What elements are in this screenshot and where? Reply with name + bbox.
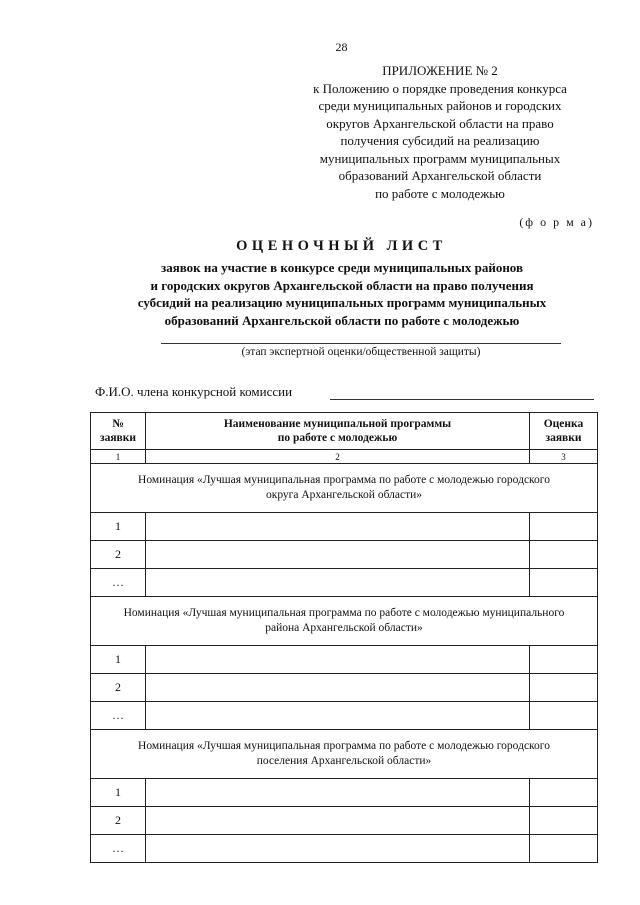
table-row [91, 807, 598, 835]
column-number: 3 [530, 450, 598, 464]
header-line: Наименование муниципальной программы [223, 418, 452, 430]
nomination-line: района Архангельской области» [265, 622, 423, 634]
score-cell[interactable] [530, 541, 598, 569]
nomination-row [91, 464, 598, 513]
application-number: … [91, 702, 146, 730]
score-cell[interactable] [530, 779, 598, 807]
header-line: № [112, 418, 124, 430]
program-name-cell[interactable] [146, 646, 530, 674]
evaluation-table [90, 412, 598, 863]
application-number: … [91, 835, 146, 863]
application-number: … [91, 569, 146, 597]
score-cell[interactable] [530, 674, 598, 702]
stage-fill-line[interactable] [161, 343, 561, 344]
appendix-line: округов Архангельской области на право [326, 115, 554, 131]
program-name-cell[interactable] [146, 702, 530, 730]
header-line: Оценка [543, 418, 584, 430]
nomination-line: Номинация «Лучшая муниципальная программа по работе с молодежью городского [138, 473, 550, 486]
application-number: 1 [91, 513, 146, 541]
table-row [91, 835, 598, 863]
subtitle-line: образований Архангельской области по работе с молодежью [164, 312, 520, 328]
table-row [91, 646, 598, 674]
program-name-cell[interactable] [146, 779, 530, 807]
program-name-cell[interactable] [146, 569, 530, 597]
score-cell[interactable] [530, 513, 598, 541]
subtitle-line: и городских округов Архангельской области на право получения [150, 277, 534, 293]
program-name-cell[interactable] [146, 541, 530, 569]
header-score [530, 413, 598, 450]
stage-caption: (этап экспертной оценки/общественной защиты) [241, 346, 481, 358]
table-row [91, 674, 598, 702]
program-name-cell[interactable] [146, 807, 530, 835]
table-row [91, 779, 598, 807]
nomination-row [91, 730, 598, 779]
appendix-line: муниципальных программ муниципальных [319, 150, 561, 166]
appendix-line: к Положению о порядке проведения конкурса [313, 80, 567, 96]
header-line: заявки [99, 432, 137, 444]
program-name-cell[interactable] [146, 513, 530, 541]
program-name-cell[interactable] [146, 674, 530, 702]
appendix-line: образований Архангельской области [338, 168, 542, 183]
member-label: Ф.И.О. члена конкурсной комиссии [95, 384, 293, 399]
table-row [91, 569, 598, 597]
score-cell[interactable] [530, 702, 598, 730]
table-row [91, 513, 598, 541]
nomination-line: поселения Архангельской области» [256, 755, 432, 767]
score-cell[interactable] [530, 646, 598, 674]
appendix-line: среди муниципальных районов и городских [318, 98, 562, 113]
document-title: ОЦЕНОЧНЫЙ ЛИСТ [236, 238, 447, 254]
column-number: 1 [91, 450, 146, 464]
score-cell[interactable] [530, 807, 598, 835]
appendix-header [285, 62, 595, 202]
table-row [91, 702, 598, 730]
column-number: 2 [146, 450, 530, 464]
subtitle-line: субсидий на реализацию муниципальных программ муниципальных [137, 295, 547, 310]
column-number-row [91, 450, 598, 464]
appendix-line: ПРИЛОЖЕНИЕ № 2 [382, 63, 498, 78]
header-program-name [146, 413, 530, 450]
table-row [91, 541, 598, 569]
header-line: заявки [545, 432, 582, 444]
header-application-number [91, 413, 146, 450]
nomination-row [91, 597, 598, 646]
program-name-cell[interactable] [146, 835, 530, 863]
nomination-line: Номинация «Лучшая муниципальная программа по работе с молодежью муниципального [123, 606, 565, 619]
application-number: 2 [91, 807, 146, 835]
nomination-title [91, 597, 598, 646]
nomination-title [91, 464, 598, 513]
application-number: 2 [91, 541, 146, 569]
nomination-title [91, 730, 598, 779]
nomination-line: Номинация «Лучшая муниципальная программа по работе с молодежью городского [138, 739, 550, 752]
score-cell[interactable] [530, 835, 598, 863]
table-header-row [91, 413, 598, 450]
nomination-line: округа Архангельской области» [265, 489, 423, 501]
appendix-line: по работе с молодежью [375, 185, 505, 201]
form-mark: (ф о р м а) [519, 215, 594, 229]
subtitle-line: заявок на участие в конкурсе среди муниципальных районов [160, 260, 524, 275]
application-number: 1 [91, 779, 146, 807]
document-subtitle [70, 259, 614, 329]
page-number: 28 [335, 40, 348, 54]
score-cell[interactable] [530, 569, 598, 597]
application-number: 1 [91, 646, 146, 674]
header-line: по работе с молодежью [277, 432, 398, 444]
appendix-line: получения субсидий на реализацию [340, 133, 540, 148]
application-number: 2 [91, 674, 146, 702]
member-name-fill-line[interactable] [330, 399, 594, 400]
